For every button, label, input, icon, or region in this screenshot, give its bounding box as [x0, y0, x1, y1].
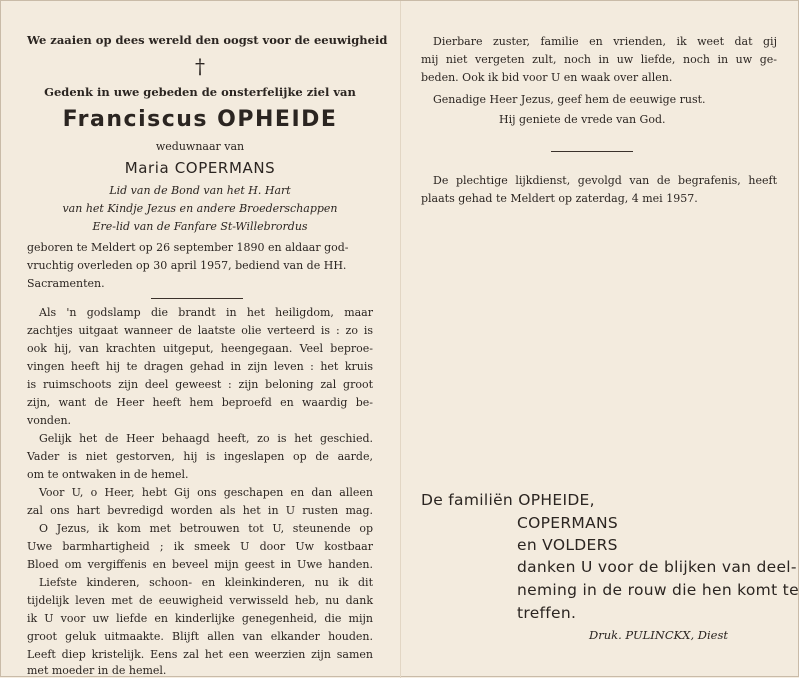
printer-credit: Druk. PULINCKX, Diest — [589, 628, 728, 642]
text-line: Liefste kinderen, schoon- en kleinkinderen, nu ik dit — [39, 576, 373, 589]
family-name: COPERMANS — [517, 514, 619, 532]
widower-of: weduwnaar van — [155, 140, 245, 153]
text-line: Voor U, o Heer, hebt Gij ons geschapen en dan alleen — [39, 486, 373, 499]
cross-icon: † — [195, 54, 205, 78]
thanks-line: neming in de rouw die hen komt te — [517, 581, 799, 599]
bio-line: vruchtig overleden op 30 april 1957, bediend van de HH. — [27, 259, 347, 272]
thanks-line: treffen. — [517, 604, 577, 622]
text-line: met moeder in de hemel. — [27, 664, 167, 677]
motto: We zaaien op dees wereld den oogst voor de eeuwigheid — [27, 33, 388, 47]
deceased-name: Franciscus OPHEIDE — [62, 107, 338, 132]
text-line: zijn, want de Heer heeft hem beproefd en waardig be- — [27, 396, 373, 409]
membership-line: van het Kindje Jezus en andere Broederschappen — [62, 202, 338, 215]
farewell-line: Genadige Heer Jezus, geef hem de eeuwige rust. — [433, 93, 706, 106]
text-line: Bloed om vergiffenis en beveel mijn geest in Uwe handen. — [27, 558, 373, 571]
spouse-name: Maria COPERMANS — [124, 159, 276, 177]
funeral-line: plaats gehad te Meldert op zaterdag, 4 mei 1957. — [421, 192, 698, 205]
text-line: groot geluk uitmaakte. Blijft allen van elkander houden. — [27, 630, 373, 643]
funeral-line: De plechtige lijkdienst, gevolgd van de begrafenis, heeft — [433, 174, 777, 187]
membership-line: Ere-lid van de Fanfare St-Willebrordus — [92, 220, 308, 233]
text-line: Uwe barmhartigheid ; ik smeek U door Uw kostbaar — [27, 540, 373, 553]
divider — [551, 151, 633, 152]
text-line: Leeft diep kristelijk. Eens zal het een weerzien zijn samen — [27, 648, 373, 661]
text-line: vonden. — [27, 414, 72, 427]
thanks-intro: De familiën OPHEIDE, — [421, 491, 595, 509]
text-line: Als 'n godslamp die brandt in het heiligdom, maar — [39, 306, 373, 319]
text-line: is ruimschoots zijn deel geweest : zijn beloning zal groot — [27, 378, 373, 391]
text-line: om te ontwaken in de hemel. — [27, 468, 189, 481]
text-line: zachtjes uitgaat wanneer de laatste olie verteerd is : zo is — [27, 324, 373, 337]
text-line: zal ons hart bevredigd worden als het in U rusten mag. — [27, 504, 373, 517]
text-line: vingen heeft hij te dragen gehad in zijn leven : het kruis — [27, 360, 373, 373]
bio-line: geboren te Meldert op 26 september 1890 en aldaar god- — [27, 241, 349, 254]
farewell-line: beden. Ook ik bid voor U en waak over allen. — [421, 71, 673, 84]
farewell-line: Hij geniete de vrede van God. — [499, 113, 666, 126]
farewell-line: mij niet vergeten zult, noch in uw liefde, noch in uw ge- — [421, 53, 777, 66]
divider — [151, 298, 243, 299]
text-line: Gelijk het de Heer behaagd heeft, zo is het geschied. — [39, 432, 373, 445]
text-line: O Jezus, ik kom met betrouwen tot U, steunende op — [39, 522, 373, 535]
bio-line: Sacramenten. — [27, 277, 105, 290]
text-line: Vader is niet gestorven, hij is ingeslapen op de aarde, — [27, 450, 373, 463]
text-line: ook hij, van krachten uitgeput, heengegaan. Veel beproe- — [27, 342, 373, 355]
text-line: tijdelijk leven met de eeuwigheid verwisseld heb, nu dank — [27, 594, 373, 607]
card-fold — [400, 1, 401, 678]
membership-line: Lid van de Bond van het H. Hart — [109, 184, 291, 197]
thanks-line: danken U voor de blijken van deel- — [517, 558, 797, 576]
remember-line: Gedenk in uwe gebeden de onsterfelijke ziel van — [44, 85, 356, 99]
farewell-line: Dierbare zuster, familie en vrienden, ik weet dat gij — [433, 35, 777, 48]
family-name: en VOLDERS — [517, 536, 618, 554]
text-line: ik U voor uw liefde en kinderlijke genegenheid, die mijn — [27, 612, 373, 625]
